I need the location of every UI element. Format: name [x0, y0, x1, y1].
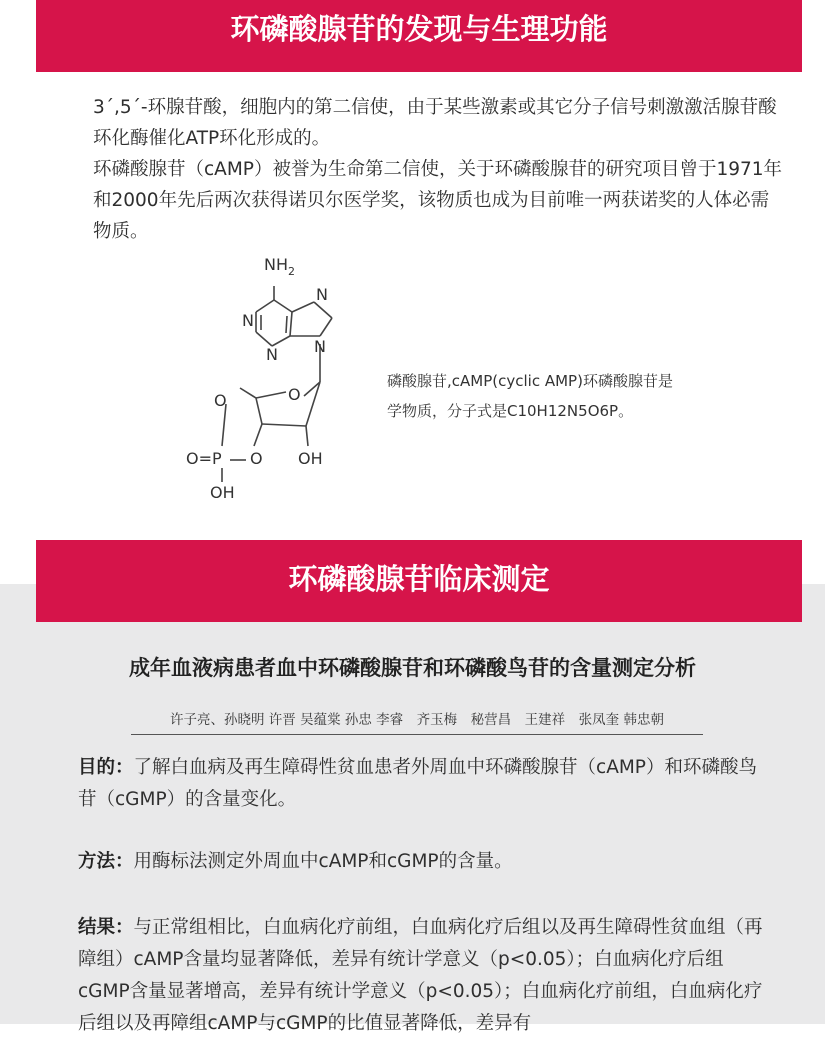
n-label-1: N: [242, 311, 254, 330]
caption-line-1: 磷酸腺苷,cAMP(cyclic AMP)环磷酸腺苷是: [387, 372, 673, 390]
section-banner-clinical: [36, 540, 802, 622]
result-text: 与正常组相比，白血病化疗前组，白血病化疗后组以及再生障碍性贫血组（再障组）cAMP含量均显著降低，差异有统计学意义（p<0.05）；白血病化疗后组cGMP含量显著增高，差异有统计学意义（p<0.05）；白血病化疗前组，白血病化疗后组以及再障组cAMP与cGMP的比值显著降低，差异有: [78, 917, 763, 1034]
n-label-2: N: [266, 345, 278, 364]
abstract-method: [78, 846, 768, 878]
abstract-purpose: [78, 752, 768, 816]
purpose-text: 了解白血病及再生障碍性贫血患者外周血中环磷酸腺苷（cAMP）和环磷酸鸟苷（cGMP）的含量变化。: [78, 757, 757, 810]
n-label-3: N: [316, 285, 328, 304]
structure-caption: [387, 366, 807, 426]
method-label: 方法：: [78, 851, 134, 872]
result-label: 结果：: [78, 917, 134, 938]
nh2-label: $NH_2$: [264, 255, 295, 278]
phosphate-label: O=P: [186, 449, 222, 468]
hydroxyl-label-1: OH: [298, 449, 323, 468]
section-title-discovery: 环磷酸腺苷的发现与生理功能: [230, 12, 608, 46]
camp-structure-image: [186, 250, 366, 510]
paper-authors: 许子亮、孙晓明 许晋 吴蕴棠 孙忠 李睿 齐玉梅 秘营昌 王建祥 张凤奎 韩忠朝: [131, 708, 703, 735]
method-text: 用酶标法测定外周血中cAMP和cGMP的含量。: [133, 851, 513, 872]
oxygen-label-2: O: [250, 449, 263, 468]
caption-line-2: 学物质，分子式是C10H12N5O6P。: [387, 402, 634, 420]
intro-paragraph-1: 3´,5´-环腺苷酸，细胞内的第二信使，由于某些激素或其它分子信号刺激激活腺苷酸环化酶催化ATP环化形成的。: [93, 97, 777, 149]
abstract-result: [78, 912, 768, 1040]
hydroxyl-label-2: OH: [210, 483, 235, 502]
paper-title: 成年血液病患者血中环磷酸腺苷和环磷酸鸟苷的含量测定分析: [129, 656, 696, 680]
intro-paragraph-2: 环磷酸腺苷（cAMP）被誉为生命第二信使，关于环磷酸腺苷的研究项目曾于1971年和2000年先后两次获得诺贝尔医学奖，该物质也成为目前唯一两获诺奖的人体必需物质。: [93, 159, 783, 242]
oxygen-label-1: O: [214, 391, 227, 410]
purpose-label: 目的：: [78, 757, 134, 778]
section-title-clinical: 环磷酸腺苷临床测定: [288, 562, 550, 596]
section-banner-discovery: [36, 0, 802, 72]
ring-oxygen-label: O: [288, 385, 301, 404]
n-label-4: N: [314, 337, 326, 356]
